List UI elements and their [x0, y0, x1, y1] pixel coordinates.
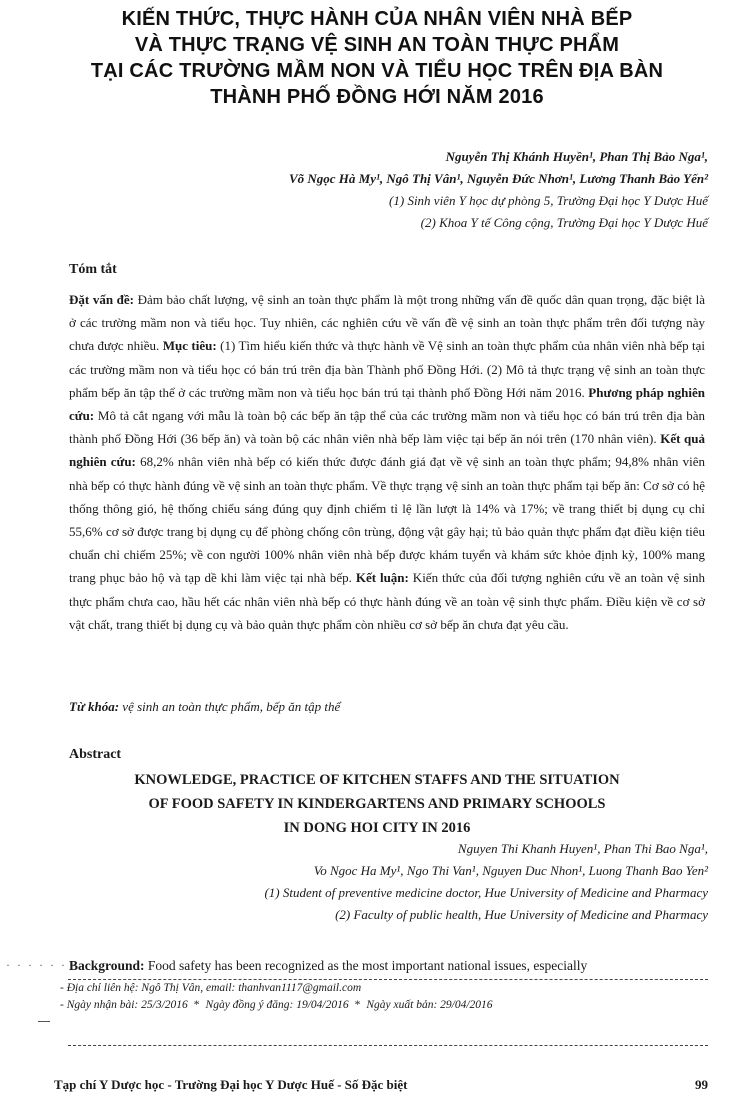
author-line: Nguyen Thi Khanh Huyen¹, Phan Thi Bao Nga¹,	[457, 841, 708, 856]
background-text: Food safety has been recognized as the most important national issues, especially	[144, 958, 588, 973]
results-label: Kết quả nghiên cứu:	[69, 431, 705, 470]
affiliation-line: (1) Student of preventive medicine doctor, Hue University of Medicine and Pharmacy	[264, 885, 708, 900]
methods-label: Phương pháp nghiên cứu:	[69, 384, 705, 424]
received-date: - Ngày nhận bài: 25/3/2016	[60, 999, 188, 1011]
abstract-text: Đảm bảo chất lượng, vệ sinh an toàn thực phẩm là một trong những vấn đề quốc dân quan trọng, đặc biệt là ở các trường mầm non và tiểu học. Tuy nhiên, các nghiên cứu về vấn đề vệ sinh an toàn thực phẩm trên đối tượng này chưa được nhiều.	[69, 292, 705, 354]
journal-name: Tạp chí Y Dược học - Trường Đại học Y Dược Huế - Số Đặc biệt	[54, 1077, 408, 1092]
dates-line	[60, 997, 493, 1014]
objective-label: Mục tiêu:	[162, 338, 217, 354]
author-line: Vo Ngoc Ha My¹, Ngo Thi Van¹, Nguyen Duc Nhon¹, Luong Thanh Bao Yen²	[313, 863, 708, 878]
title-line: THÀNH PHỐ ĐỒNG HỚI NĂM 2016	[210, 86, 544, 108]
title-line: IN DONG HOI CITY IN 2016	[283, 820, 471, 836]
keywords-text: vệ sinh an toàn thực phẩm, bếp ăn tập thể	[119, 699, 341, 714]
title-line: VÀ THỰC TRẠNG VỆ SINH AN TOÀN THỰC PHẨM	[134, 34, 620, 56]
english-background-line	[69, 958, 709, 974]
footer-divider	[68, 1045, 708, 1046]
separator: *	[193, 999, 200, 1011]
background-label-vi: Đặt vấn đề:	[69, 292, 134, 307]
english-title	[60, 768, 694, 840]
contact-line: - Địa chỉ liên hệ: Ngô Thị Vân, email: thanhvan1117@gmail.com	[60, 982, 362, 994]
conclusion-label: Kết luận:	[355, 570, 409, 586]
title-line: OF FOOD SAFETY IN KINDERGARTENS AND PRIMARY SCHOOLS	[148, 796, 606, 812]
page-number: 99	[695, 1077, 708, 1092]
vietnamese-abstract	[69, 288, 705, 636]
title-line: KNOWLEDGE, PRACTICE OF KITCHEN STAFFS AND THE SITUATION	[134, 772, 620, 788]
summary-heading: Tóm tắt	[69, 262, 117, 277]
keywords-label: Từ khóa:	[69, 699, 120, 714]
abstract-heading: Abstract	[69, 747, 122, 762]
author-line: Nguyễn Thị Khánh Huyền¹, Phan Thị Bảo Nga¹,	[445, 149, 708, 164]
published-date: Ngày xuất bản: 29/04/2016	[366, 999, 493, 1011]
vietnamese-authors-block	[289, 146, 708, 234]
vietnamese-title	[40, 6, 714, 110]
title-line: TẠI CÁC TRƯỜNG MẦM NON VÀ TIỂU HỌC TRÊN ĐỊA BÀN	[90, 60, 664, 82]
footnote-block	[60, 980, 493, 1014]
background-label: Background:	[69, 958, 145, 973]
margin-mark	[38, 1021, 50, 1022]
accepted-date: Ngày đồng ý đăng: 19/04/2016	[205, 999, 349, 1011]
abstract-text: Kiến thức của đối tượng nghiên cứu về an toàn vệ sinh thực phẩm chưa cao, hầu hết các nhân viên nhà bếp có thực hành đúng về an toàn vệ sinh thực phẩm. Điều kiện về cơ sở vật chất, trang thiết bị dụng cụ và bảo quản thực phẩm còn nhiều cơ sở bếp ăn chưa đạt yêu cầu.	[69, 570, 705, 632]
separator: *	[354, 999, 361, 1011]
affiliation-line: (1) Sinh viên Y học dự phòng 5, Trường Đại học Y Dược Huế	[389, 193, 708, 208]
abstract-text: 68,2% nhân viên nhà bếp có kiến thức được đánh giá đạt về vệ sinh an toàn thực phẩm; 94,8% nhân viên nhà bếp có thực hành đúng về vệ sinh an toàn thực phẩm. Về thực trạng vệ sinh an toàn thực phẩm tại bếp ăn: Cơ sở có hệ thống thông gió, hệ thống chiếu sáng đúng quy định chiếm tỉ lệ lần lượt là 14% và 17%; về trang thiết bị dụng cụ chỉ 55,6% cơ sở được trang bị dụng cụ để phòng chống côn trùng, động vật gây hại; tủ bảo quản thực phẩm đạt điều kiện tiêu chuẩn chỉ chiếm 25%; về con người 100% nhân viên nhà bếp được khám tuyển và khám sức khỏe định kỳ, 100% mang trang phục bảo hộ và tạp dề khi làm việc tại nhà bếp.	[69, 454, 706, 586]
affiliation-line: (2) Faculty of public health, Hue University of Medicine and Pharmacy	[335, 907, 708, 922]
title-line: KIẾN THỨC, THỰC HÀNH CỦA NHÂN VIÊN NHÀ BẾP	[121, 8, 633, 30]
keywords-line	[69, 699, 340, 715]
abstract-text: (1) Tìm hiểu kiến thức và thực hành về Vệ sinh an toàn thực phẩm của nhân viên nhà bếp tại các trường mầm non và tiểu học có bán trú trên địa bàn Thành phố Đồng Hới. (2) Mô tả thực trạng vệ sinh an toàn thực phẩm bếp ăn tập thể ở các trường mầm non và tiểu học bán trú tại thành phố Đồng Hới năm 2016.	[69, 338, 705, 400]
abstract-text: Mô tả cắt ngang với mẫu là toàn bộ các bếp ăn tập thể của các trường mầm non và tiểu học có bán trú trên địa bàn thành phố Đồng Hới (36 bếp ăn) và toàn bộ các nhân viên nhà bếp làm việc tại bếp ăn nói trên (170 nhân viên).	[69, 408, 705, 447]
margin-dots: · · · · · · ·	[6, 958, 78, 972]
author-line: Võ Ngọc Hà My¹, Ngô Thị Vân¹, Nguyễn Đức Nhơn¹, Lương Thanh Bảo Yến²	[288, 171, 708, 186]
english-authors-block	[264, 838, 708, 926]
affiliation-line: (2) Khoa Y tế Công cộng, Trường Đại học Y Dược Huế	[420, 215, 708, 230]
